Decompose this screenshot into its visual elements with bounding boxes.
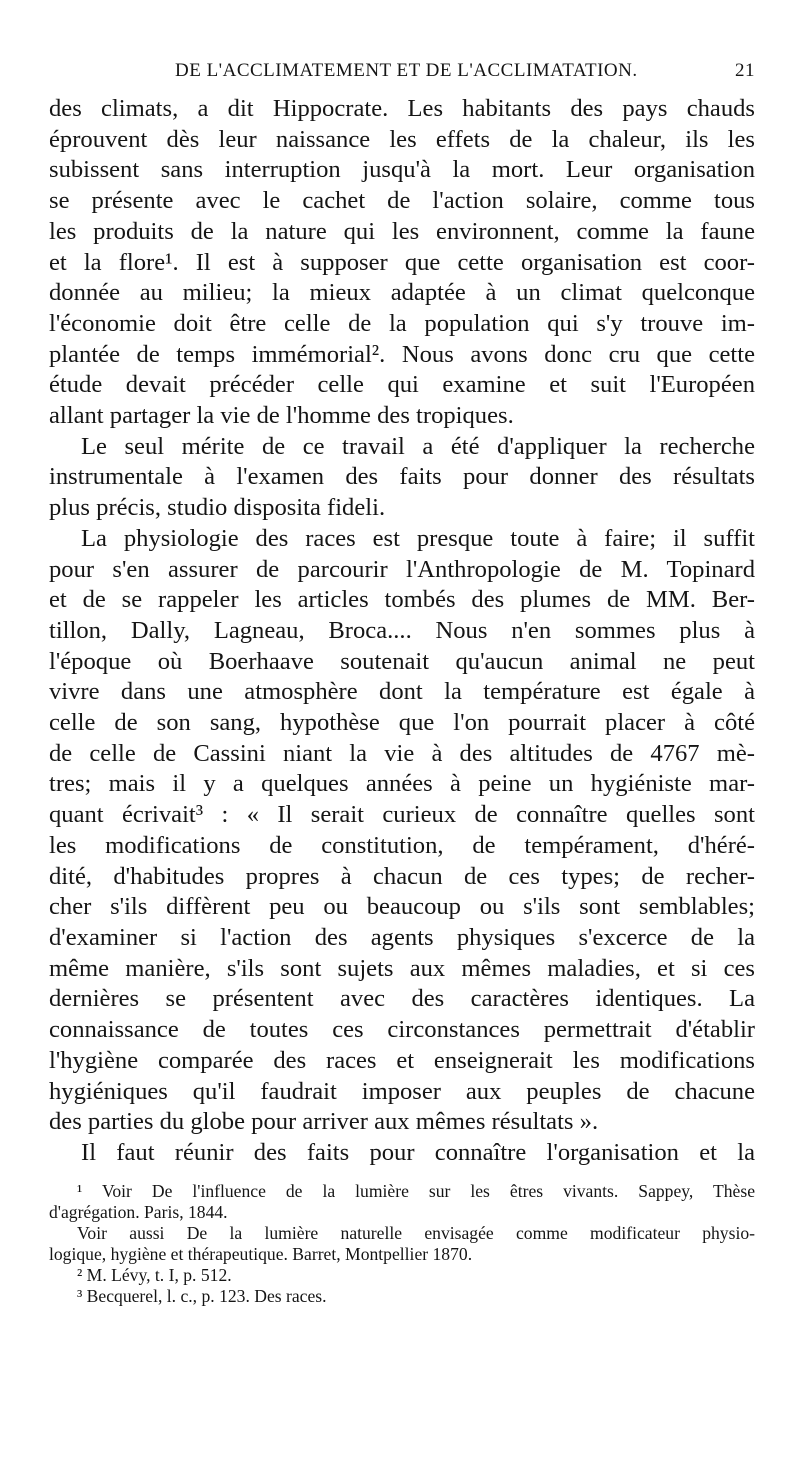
footnote-line: ¹ Voir De l'influence de la lumière sur les êtres vivants. Sappey, Thèse xyxy=(77,1180,755,1201)
text-line: connaissance de toutes ces circonstances permettrait d'établir xyxy=(49,1016,755,1044)
text-line: Il faut réunir des faits pour connaître l'organisation et la xyxy=(81,1138,755,1166)
text-line: vivre dans une atmosphère dont la température est égale à xyxy=(49,678,755,706)
text-line: allant partager la vie de l'homme des tropiques. xyxy=(49,402,514,430)
text-line: plantée de temps immémorial². Nous avons donc cru que cette xyxy=(49,340,755,368)
text-line: plus précis, studio disposita fideli. xyxy=(49,494,386,522)
text-line: de celle de Cassini niant la vie à des altitudes de 4767 mè- xyxy=(49,739,755,767)
text-line: des climats, a dit Hippocrate. Les habitants des pays chauds xyxy=(49,95,755,122)
footnote-line: Voir aussi De la lumière naturelle envisagée comme modificateur physio- xyxy=(77,1222,755,1243)
text-line: pour s'en assurer de parcourir l'Anthropologie de M. Topinard xyxy=(49,555,755,583)
footnote-line: ³ Becquerel, l. c., p. 123. Des races. xyxy=(77,1285,327,1306)
page-number: 21 xyxy=(735,60,755,81)
text-line: La physiologie des races est presque toute à faire; il suffit xyxy=(81,524,755,552)
text-line: dernières se présentent avec des caractères identiques. La xyxy=(49,985,755,1013)
text-line: étude devait précéder celle qui examine et suit l'Européen xyxy=(49,371,755,399)
text-line: tres; mais il y a quelques années à peine un hygiéniste mar- xyxy=(49,770,755,798)
text-line: et de se rappeler les articles tombés des plumes de MM. Ber- xyxy=(49,586,755,614)
text-line: et la flore¹. Il est à supposer que cette organisation est coor- xyxy=(49,248,755,276)
text-line: même manière, s'ils sont sujets aux mêmes maladies, et si ces xyxy=(49,954,755,982)
text-line: l'hygiène comparée des races et enseignerait les modifications xyxy=(49,1046,755,1074)
text-line: Le seul mérite de ce travail a été d'appliquer la recherche xyxy=(81,432,755,460)
text-line: l'époque où Boerhaave soutenait qu'aucun animal ne peut xyxy=(49,647,755,675)
book-page xyxy=(49,60,755,1307)
footnote-line: logique, hygiène et thérapeutique. Barret, Montpellier 1870. xyxy=(49,1243,473,1264)
text-line: donnée au milieu; la mieux adaptée à un climat quelconque xyxy=(49,279,755,307)
running-title: DE L'ACCLIMATEMENT ET DE L'ACCLIMATATION. xyxy=(175,60,638,81)
footnote-line: ² M. Lévy, t. I, p. 512. xyxy=(77,1264,232,1285)
footnotes xyxy=(49,1181,755,1307)
text-line: des parties du globe pour arriver aux mêmes résultats ». xyxy=(49,1108,599,1136)
main-text xyxy=(49,94,755,1169)
text-line: tillon, Dally, Lagneau, Broca.... Nous n'en sommes plus à xyxy=(49,616,755,644)
text-line: dité, d'habitudes propres à chacun de ces types; de recher- xyxy=(49,862,755,890)
text-line: éprouvent dès leur naissance les effets de la chaleur, ils les xyxy=(49,125,755,153)
text-line: celle de son sang, hypothèse que l'on pourrait placer à côté xyxy=(49,709,755,737)
text-line: instrumentale à l'examen des faits pour donner des résultats xyxy=(49,463,755,491)
text-line: d'examiner si l'action des agents physiques s'excerce de la xyxy=(49,923,755,951)
text-line: les produits de la nature qui les environnent, comme la faune xyxy=(49,217,755,245)
text-line: les modifications de constitution, de tempérament, d'héré- xyxy=(49,831,755,859)
footnote-line: d'agrégation. Paris, 1844. xyxy=(49,1201,228,1222)
text-line: subissent sans interruption jusqu'à la mort. Leur organisation xyxy=(49,156,755,184)
text-line: hygiéniques qu'il faudrait imposer aux peuples de chacune xyxy=(49,1077,755,1105)
running-header xyxy=(49,60,755,94)
text-line: cher s'ils diffèrent peu ou beaucoup ou s'ils sont semblables; xyxy=(49,893,755,921)
text-line: se présente avec le cachet de l'action solaire, comme tous xyxy=(49,187,755,215)
text-line: quant écrivait³ : « Il serait curieux de connaître quelles sont xyxy=(49,801,755,829)
text-line: l'économie doit être celle de la population qui s'y trouve im- xyxy=(49,309,755,337)
